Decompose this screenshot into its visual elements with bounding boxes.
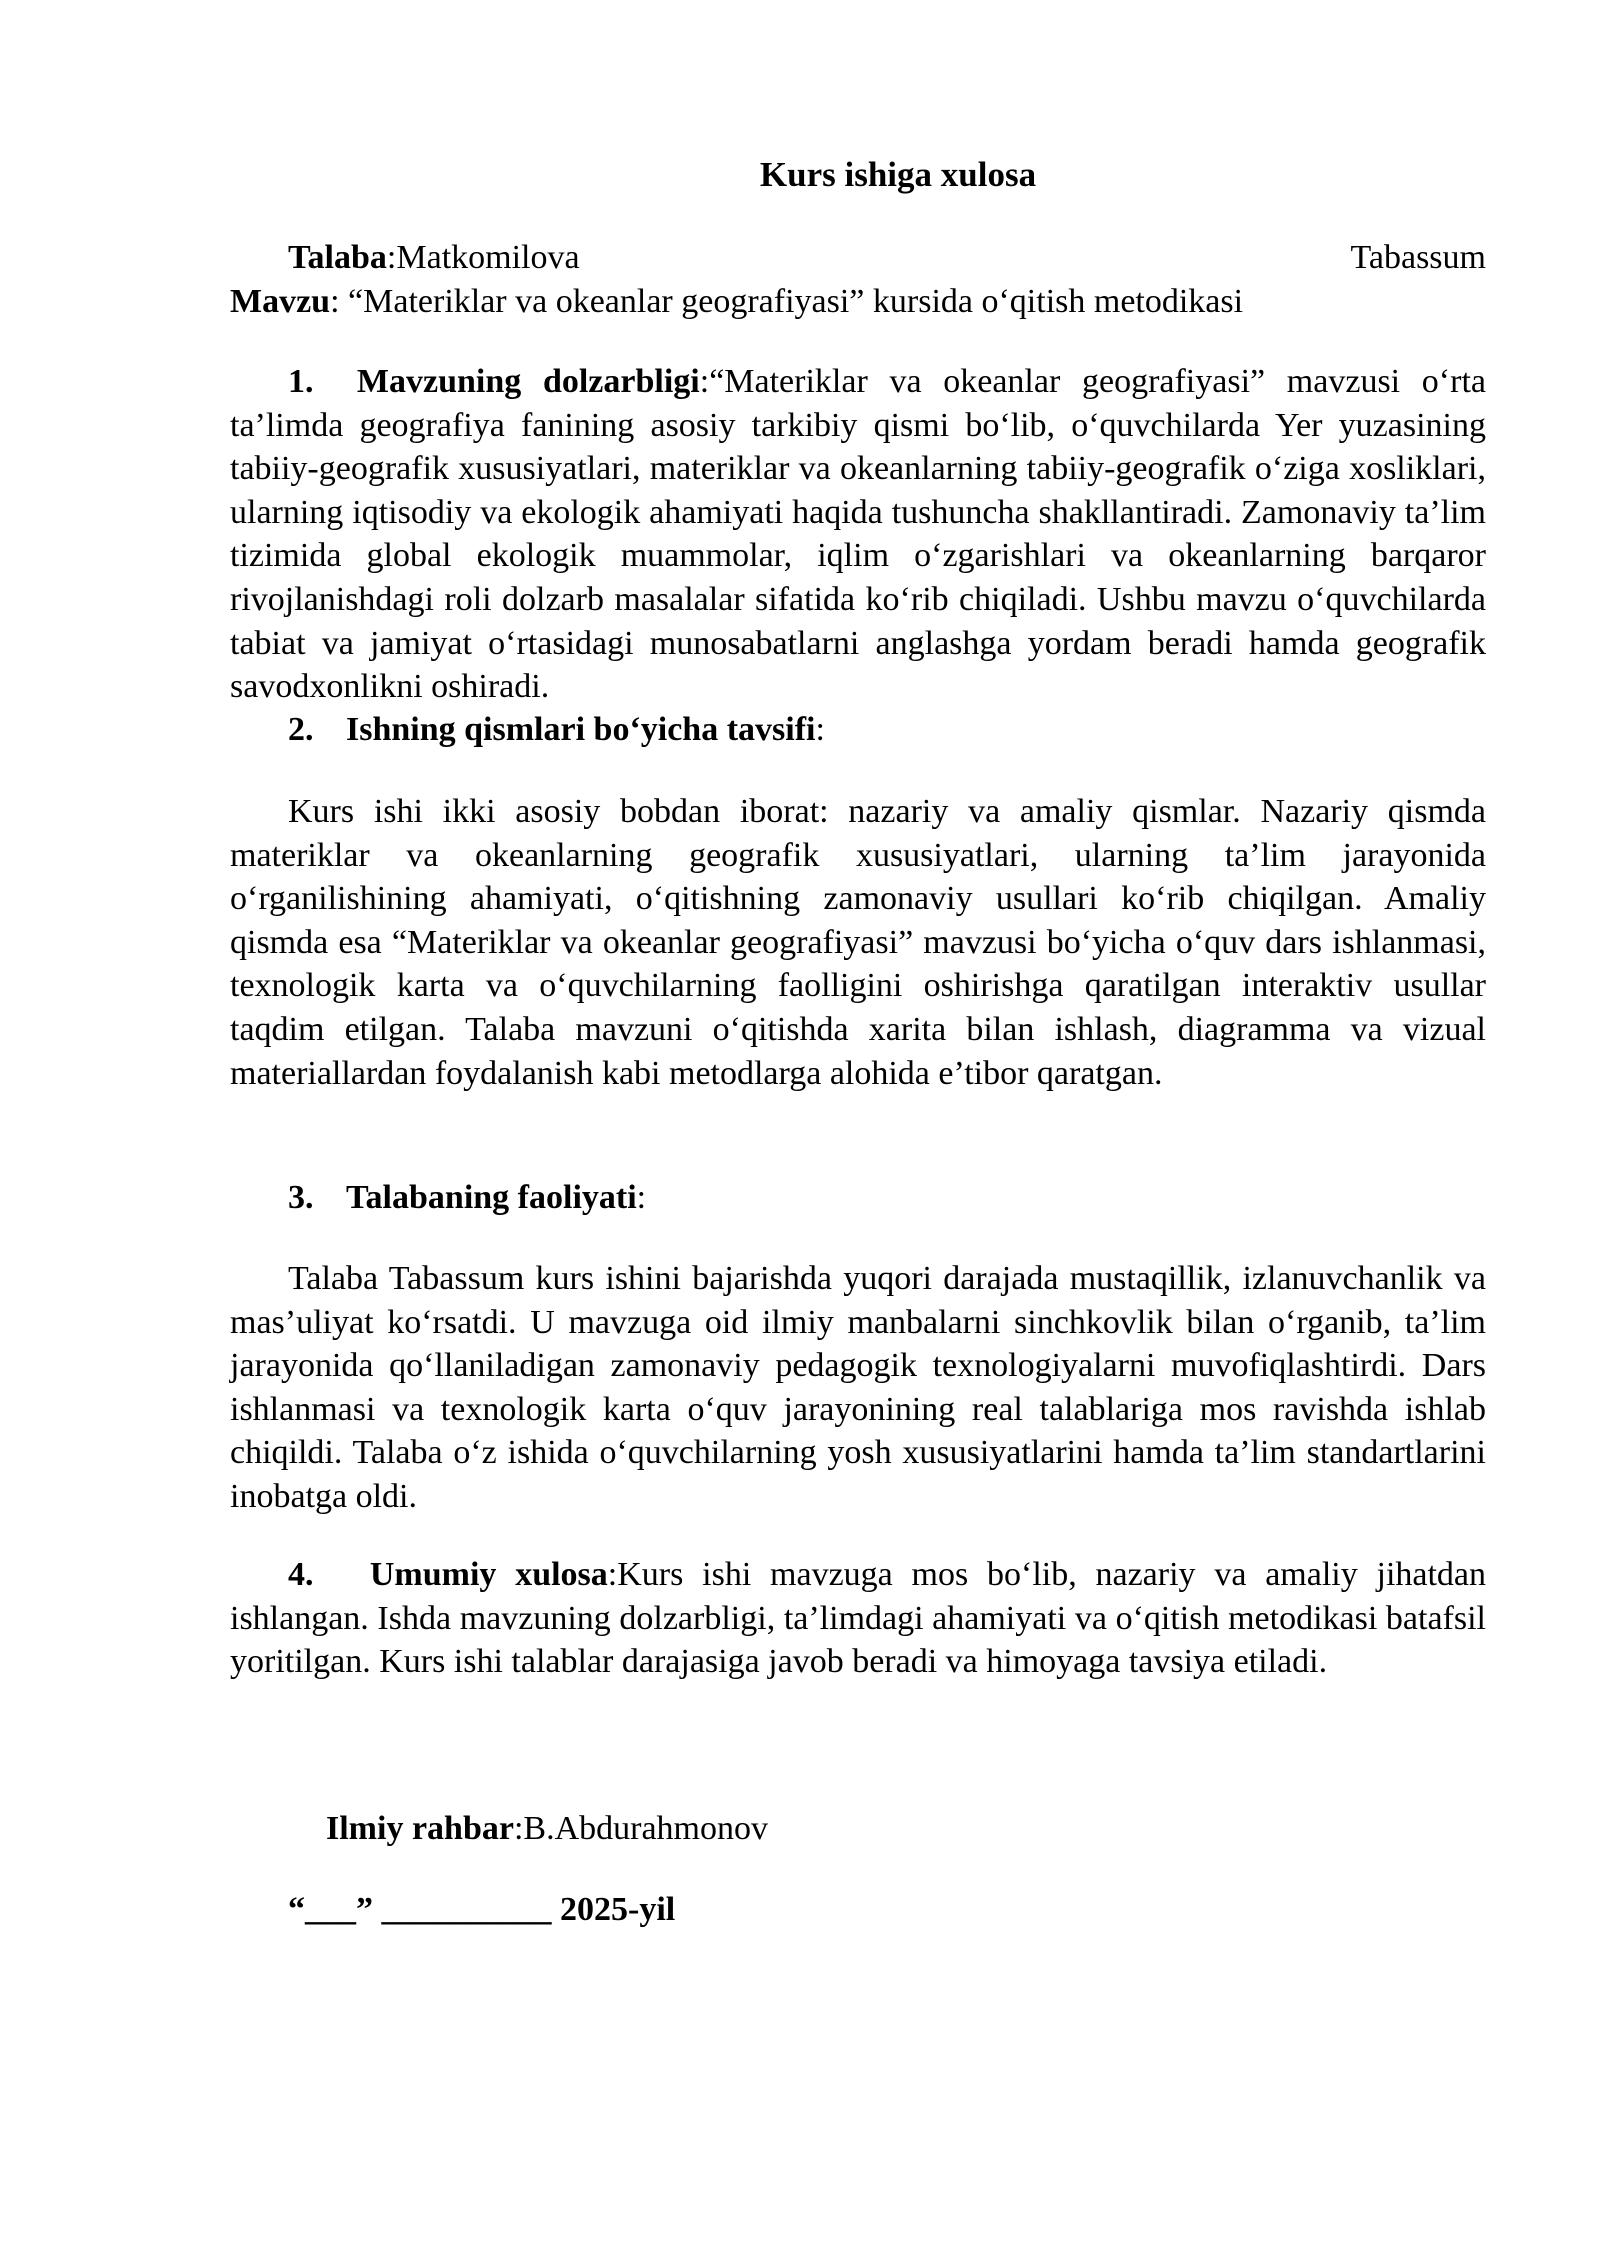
section-4-number: 4. [288, 1556, 314, 1593]
section-3-text: Talaba Tabassum kurs ishini bajarishda yuqori darajada mustaqillik, izlanuvchanlik va mas’uliyat ko‘rsatdi. U mavzuga oid ilmiy manbalarni sinchkovlik bilan o‘rganib, ta’lim jarayonida qo‘llaniladigan zamonaviy pedagogik texnologiyalarni muvofiqlashtirdi. Dars ishlanmasi va texnologik karta o‘quv jarayonining real talablariga mos ravishda ishlab chiqildi. Talaba o‘z ishida o‘quvchilarning yosh xususiyatlarini hamda ta’lim standartlarini inobatga oldi. [230, 1260, 1486, 1515]
supervisor-name: B.Abdurahmonov [523, 1810, 768, 1847]
document-title: Kurs ishiga xulosa [759, 155, 1037, 194]
section-1-number: 1. [288, 363, 314, 400]
section-3-heading-line: 3. Talabaning faoliyati: [288, 1176, 646, 1220]
supervisor-label: Ilmiy rahbar [326, 1810, 514, 1847]
section-3-heading: Talabaning faoliyati [346, 1179, 637, 1216]
topic-label: Mavzu [230, 283, 331, 320]
section-2-heading-line: 2. Ishning qismlari bo‘yicha tavsifi: [288, 708, 825, 752]
date-line: “___” __________ 2025-yil [288, 1891, 676, 1928]
section-2-number: 2. [288, 711, 314, 748]
section-1-text: “Materiklar va okeanlar geografiyasi” mavzusi o‘rta ta’limda geografiya fanining asosiy tarkibiy qismi bo‘lib, o‘quvchilarda Yer yuzasining tabiiy-geografik xususiyatlari, materiklar va okeanlarning tabiiy-geografik o‘ziga xosliklari, ularning iqtisodiy va ekologik ahamiyati haqida tushuncha shakllantiradi. Zamonaviy ta’lim tizimida global ekologik muammolar, iqlim o‘zgarishlari va okeanlarning barqaror rivojlanishdagi roli dolzarb masalalar sifatida ko‘rib chiqiladi. Ushbu mavzu o‘quvchilarda tabiat va jamiyat o‘rtasidagi munosabatlarni anglashga yordam beradi hamda geografik savodxonlikni oshiradi. [230, 363, 1486, 706]
section-3-number: 3. [288, 1179, 314, 1216]
section-2-heading: Ishning qismlari bo‘yicha tavsifi [346, 711, 816, 748]
document-page [230, 0, 1486, 2262]
student-first: Talaba:Matkomilova [288, 239, 580, 276]
student-first-name: Matkomilova [396, 239, 580, 276]
section-1-heading: Mavzuning dolzarbligi [356, 363, 700, 400]
student-line [230, 236, 1486, 280]
topic-line: Mavzu: “Materiklar va okeanlar geografiyasi” kursida o‘qitish metodikasi [230, 283, 1244, 320]
student-second-name: Tabassum [1350, 239, 1486, 276]
section-1-paragraph: 1. Mavzuning dolzarbligi:“Materiklar va okeanlar geografiyasi” mavzusi o‘rta ta’limda geografiya fanining asosiy tarkibiy qismi bo‘lib, o‘quvchilarda Yer yuzasining tabiiy-geografik xususiyatlari, materiklar va okeanlarning tabiiy-geografik o‘ziga xosliklari, ularning iqtisodiy va ekologik ahamiyati haqida tushuncha shakllantiradi. Zamonaviy ta’lim tizimida global ekologik muammolar, iqlim o‘zgarishlari va okeanlarning barqaror rivojlanishdagi roli dolzarb masalalar sifatida ko‘rib chiqiladi. Ushbu mavzu o‘quvchilarda tabiat va jamiyat o‘rtasidagi munosabatlarni anglashga yordam beradi hamda geografik savodxonlikni oshiradi. [230, 363, 1486, 706]
section-2-text: Kurs ishi ikki asosiy bobdan iborat: nazariy va amaliy qismlar. Nazariy qismda materiklar va okeanlarning geografik xususiyatlari, ularning ta’lim jarayonida o‘rganilishining ahamiyati, o‘qitishning zamonaviy usullari ko‘rib chiqilgan. Amaliy qismda esa “Materiklar va okeanlar geografiyasi” mavzusi bo‘yicha o‘quv dars ishlanmasi, texnologik karta va o‘quvchilarning faolligini oshirishga qaratilgan interaktiv usullar taqdim etilgan. Talaba mavzuni o‘qitishda xarita bilan ishlash, diagramma va vizual materiallardan foydalanish kabi metodlarga alohida e’tibor qaratgan. [230, 793, 1486, 1092]
section-4-text: Kurs ishi mavzuga mos bo‘lib, nazariy va amaliy jihatdan ishlangan. Ishda mavzuning dolzarbligi, ta’limdagi ahamiyati va o‘qitish metodikasi batafsil yoritilgan. Kurs ishi talablar darajasiga javob beradi va himoyaga tavsiya etiladi. [230, 1556, 1487, 1681]
supervisor-line: Ilmiy rahbar:B.Abdurahmonov [326, 1810, 768, 1847]
topic-value: “Materiklar va okeanlar geografiyasi” kursida o‘qitish metodikasi [348, 283, 1244, 320]
section-4-paragraph: 4. Umumiy xulosa:Kurs ishi mavzuga mos bo‘lib, nazariy va amaliy jihatdan ishlangan. Ishda mavzuning dolzarbligi, ta’limdagi ahamiyati va o‘qitish metodikasi batafsil yoritilgan. Kurs ishi talablar darajasiga javob beradi va himoyaga tavsiya etiladi. [230, 1556, 1487, 1681]
student-label: Talaba [288, 239, 387, 276]
section-4-heading: Umumiy xulosa [369, 1556, 608, 1593]
